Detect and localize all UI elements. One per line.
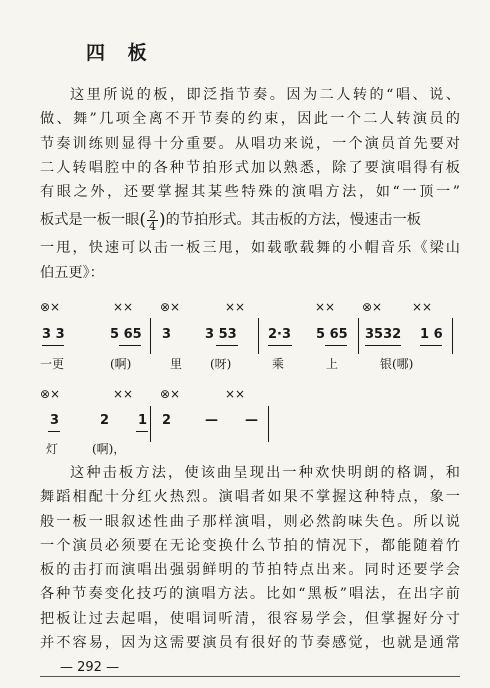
underline xyxy=(420,345,442,346)
beat-mark: ×× xyxy=(113,387,134,401)
note-group: 1 6 xyxy=(420,327,443,342)
text-line: 这种击板方法，使该曲呈现出一种欢快明朗的格调，和 xyxy=(70,465,460,481)
note-group: 2·3 xyxy=(268,327,292,342)
underline xyxy=(119,345,141,346)
note-group: 3 53 xyxy=(205,327,237,342)
section-title: 四 板 xyxy=(86,42,155,64)
text-line: 各种节奏变化技巧的演唱方法。比如“黑板”唱法，在出字前 xyxy=(40,586,460,603)
underline xyxy=(268,345,292,346)
text-segment: 的节拍形式。其击板的方法，慢速击一板 xyxy=(165,212,421,229)
beat-mark: ×× xyxy=(225,387,246,401)
text-line: 把板让过去起唱，使唱词听清，很容易学会，但掌握好分寸 xyxy=(40,610,460,627)
beat-mark: ×× xyxy=(113,300,134,314)
text-line: 并不容易，因为这需要演员有很好的节奏感觉，也就是通常 xyxy=(40,635,460,652)
beat-mark: ⊗× xyxy=(40,387,61,401)
bar-line xyxy=(358,318,359,354)
bar-line xyxy=(258,318,259,354)
underline xyxy=(365,345,401,346)
lyric: 灯 xyxy=(46,442,59,456)
lyric: 一更 xyxy=(40,357,65,371)
underline xyxy=(136,431,148,432)
lyric: (呀) xyxy=(210,357,232,371)
text-line: 节奏训练则显得十分重要。从唱功来说，一个演员首先要对 xyxy=(40,135,460,152)
lyric: 乘 xyxy=(272,357,285,371)
beat-mark: ×× xyxy=(412,300,433,314)
paragraph-2 xyxy=(40,461,460,655)
lyric: (啊) xyxy=(110,357,132,371)
sustain-dash: — xyxy=(205,413,218,428)
text-line: 有眼之外，还要掌握其某些特殊的演唱方法，如“一顶一” xyxy=(40,184,460,201)
text-line: 般一板一眼叙述性曲子那样演唱，则必然韵味失色。所以说 xyxy=(40,513,460,530)
lyric: (啊)， xyxy=(92,442,126,456)
beat-mark: ⊗× xyxy=(40,300,61,314)
note-group: 1 xyxy=(138,413,148,428)
text-line: 伯五更》： xyxy=(40,264,104,281)
text-segment: 板式是一板一眼 xyxy=(40,212,140,229)
text-line: 这里所说的板，即泛指节奏。因为二人转的“唱、说、 xyxy=(70,87,460,103)
bar-line xyxy=(150,318,151,354)
beat-mark: ⊗× xyxy=(362,300,383,314)
underline xyxy=(42,345,64,346)
time-signature-numerator: 2 xyxy=(148,207,156,221)
beat-mark: ×× xyxy=(225,300,246,314)
time-signature-denominator: 4 xyxy=(148,219,156,233)
page-number: — 292 — xyxy=(60,660,120,675)
beat-mark: ×× xyxy=(315,300,336,314)
underline xyxy=(48,431,60,432)
text-line: 一甩，快速可以击一板三甩，如载歌载舞的小帽音乐《梁山 xyxy=(40,240,460,257)
text-line: 一个演员必须要在无论变换什么节拍的情况下，都能随着竹 xyxy=(40,537,460,554)
note-group: 3 3 xyxy=(42,327,65,342)
note-group: 5 65 xyxy=(110,327,142,342)
text-line: 舞蹈相配十分红火热烈。演唱者如果不掌握这种特点，象一 xyxy=(40,489,460,506)
text-line: 板的击打而演唱出强弱鲜明的节拍特点出来。同时还要学会 xyxy=(40,562,460,579)
bar-line xyxy=(452,318,453,354)
sustain-dash: — xyxy=(245,413,258,428)
underline xyxy=(216,345,238,346)
note-group: 3532 xyxy=(365,327,402,342)
note-group: 2 xyxy=(100,413,110,428)
note-group: 3 xyxy=(162,327,172,342)
text-line: 二人转唱腔中的各种节拍形式加以熟悉，除了要演唱得有板 xyxy=(40,159,460,176)
text-line: 做、舞”几项全离不开节奏的约束，因此一个二人转演员的 xyxy=(40,111,460,128)
beat-mark: ⊗× xyxy=(160,387,181,401)
bar-line xyxy=(268,406,269,442)
underline xyxy=(325,345,347,346)
bar-line xyxy=(150,406,151,442)
divider xyxy=(40,676,460,677)
lyric: 里 xyxy=(170,357,183,371)
lyric: 银(哪) xyxy=(380,357,414,371)
note-group: 2 xyxy=(162,413,172,428)
note-group: 5 65 xyxy=(316,327,348,342)
beat-mark: ⊗× xyxy=(160,300,181,314)
lyric: 上 xyxy=(326,357,339,371)
note-group: 3 xyxy=(50,413,60,428)
time-signature: ( $\frac{2}{4}$ ) xyxy=(139,207,166,233)
